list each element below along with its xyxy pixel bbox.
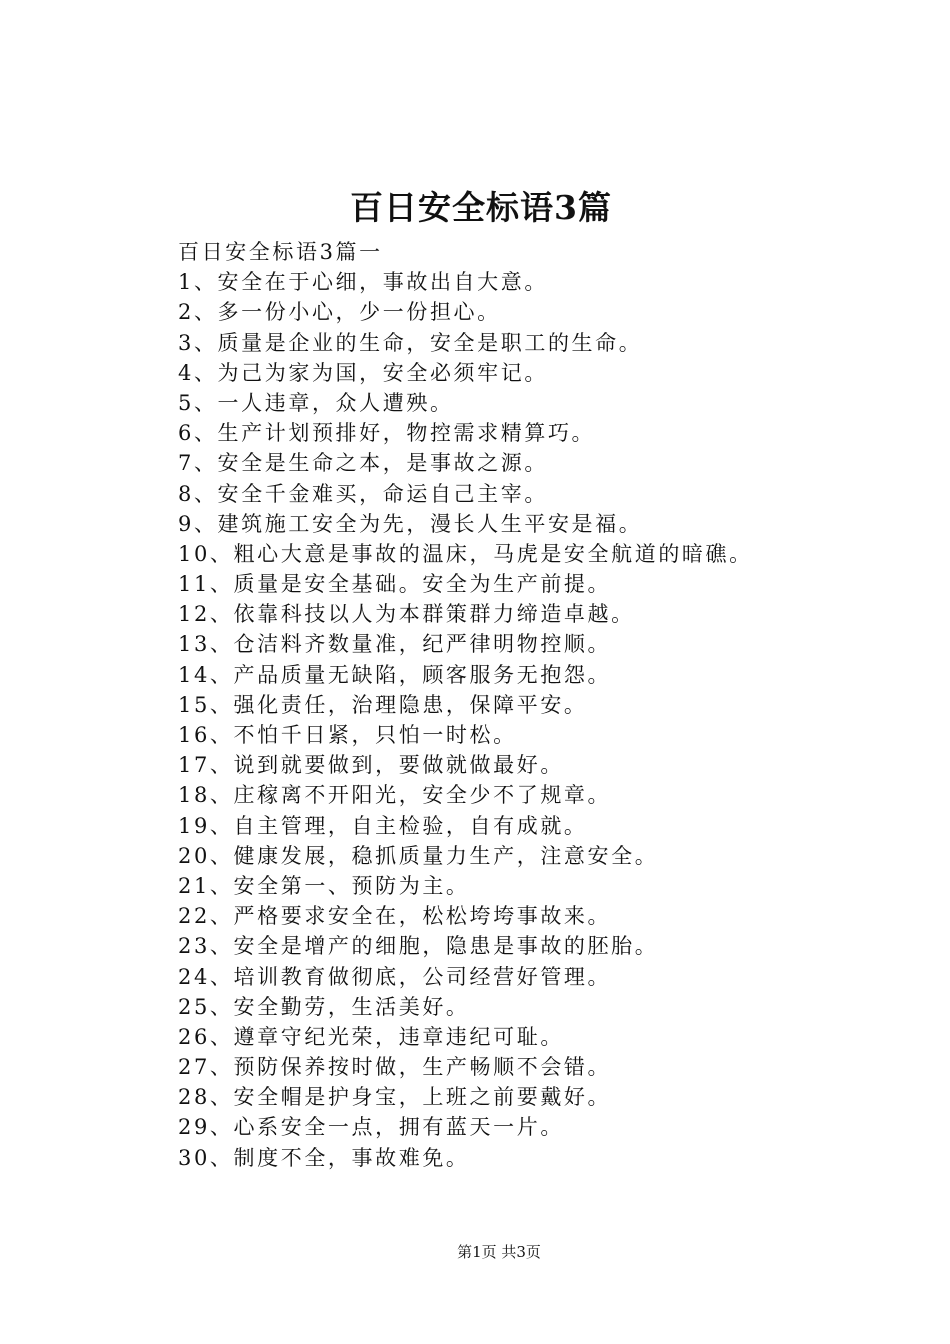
slogan-line: 16、不怕千日紧，只怕一时松。	[178, 723, 517, 747]
section-heading: 百日安全标语3篇一	[178, 240, 383, 264]
document-body	[178, 237, 918, 1173]
slogan-line: 5、一人违章，众人遭殃。	[178, 390, 454, 415]
page-footer: 第1页 共3页	[457, 1243, 541, 1261]
slogan-line: 3、质量是企业的生命，安全是职工的生命。	[178, 330, 643, 355]
slogan-line: 12、依靠科技以人为本群策群力缔造卓越。	[178, 602, 635, 627]
slogan-line: 9、建筑施工安全为先，漫长人生平安是福。	[178, 511, 643, 536]
slogan-line: 26、遵章守纪光荣，违章违纪可耻。	[178, 1024, 564, 1049]
slogan-line: 29、心系安全一点，拥有蓝天一片。	[178, 1115, 564, 1140]
slogan-line: 6、生产计划预排好，物控需求精算巧。	[178, 421, 596, 446]
slogan-list	[178, 267, 918, 1173]
slogan-line: 2、多一份小心，少一份担心。	[178, 300, 501, 325]
slogan-line: 11、质量是安全基础。安全为生产前提。	[178, 572, 612, 597]
slogan-line: 4、为己为家为国，安全必须牢记。	[178, 360, 548, 385]
slogan-line: 15、强化责任，治理隐患，保障平安。	[178, 692, 588, 717]
slogan-line: 17、说到就要做到，要做就做最好。	[178, 753, 564, 778]
slogan-line: 10、粗心大意是事故的温床，马虎是安全航道的暗礁。	[178, 541, 753, 566]
page-title: 百日安全标语3篇	[350, 188, 612, 227]
slogan-line: 25、安全勤劳，生活美好。	[178, 994, 470, 1019]
slogan-line: 23、安全是增产的细胞，隐患是事故的胚胎。	[178, 934, 659, 959]
slogan-line: 20、健康发展，稳抓质量力生产，注意安全。	[178, 843, 659, 868]
slogan-line: 13、仓洁料齐数量准，纪严律明物控顺。	[178, 632, 612, 657]
slogan-line: 18、庄稼离不开阳光，安全少不了规章。	[178, 783, 612, 808]
slogan-line: 22、严格要求安全在，松松垮垮事故来。	[178, 904, 612, 929]
slogan-line: 28、安全帽是护身宝，上班之前要戴好。	[178, 1085, 612, 1110]
slogan-line: 19、自主管理，自主检验，自有成就。	[178, 813, 588, 838]
slogan-line: 1、安全在于心细，事故出自大意。	[178, 270, 548, 295]
slogan-line: 30、制度不全，事故难免。	[178, 1145, 470, 1170]
slogan-line: 7、安全是生命之本，是事故之源。	[178, 451, 548, 476]
slogan-line: 24、培训教育做彻底，公司经营好管理。	[178, 964, 612, 989]
slogan-line: 8、安全千金难买，命运自己主宰。	[178, 481, 548, 506]
slogan-line: 14、产品质量无缺陷，顾客服务无抱怨。	[178, 662, 612, 687]
slogan-line: 27、预防保养按时做，生产畅顺不会错。	[178, 1055, 612, 1080]
slogan-line: 21、安全第一、预防为主。	[178, 873, 470, 898]
